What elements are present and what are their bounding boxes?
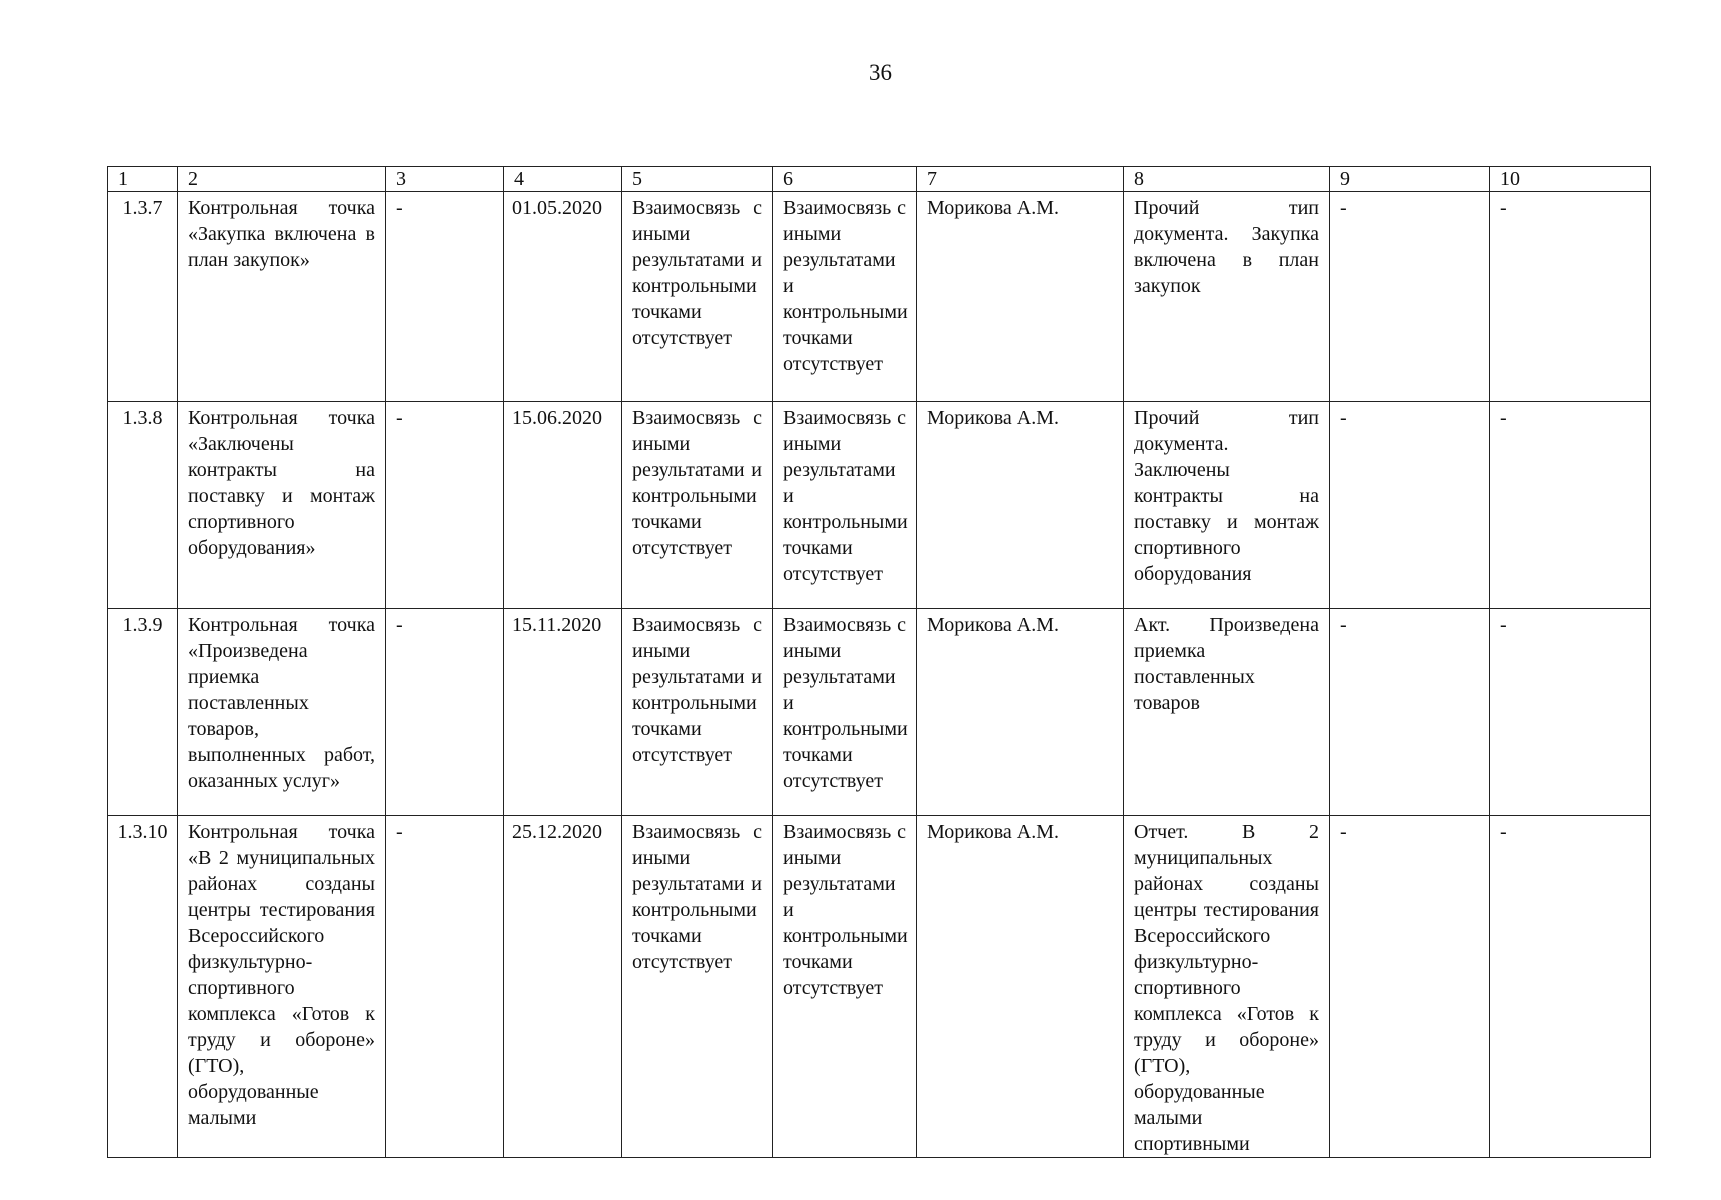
control-point-name: Контрольная точка «Произведена приемка поставленных товаров, выполненных работ, оказанных услуг» — [178, 609, 386, 816]
deadline-date: 15.11.2020 — [504, 609, 622, 816]
cell-col10: - — [1490, 609, 1651, 816]
cell-col10: - — [1490, 816, 1651, 1158]
relation-col5: Взаимосвязь с иными результатами и контрольными точками отсутствует — [622, 402, 773, 609]
deadline-date: 25.12.2020 — [504, 816, 622, 1158]
relation-col5: Взаимосвязь с иными результатами и контрольными точками отсутствует — [622, 609, 773, 816]
cell-col3: - — [386, 816, 504, 1158]
column-header: 7 — [917, 167, 1124, 192]
column-header: 5 — [622, 167, 773, 192]
responsible-person: Морикова А.М. — [917, 609, 1124, 816]
relation-col6: Взаимосвязь с иными результатами и контрольными точками отсутствует — [773, 192, 917, 402]
row-number: 1.3.9 — [108, 609, 178, 816]
control-point-name: Контрольная точка «В 2 муниципальных районах созданы центры тестирования Всероссийского физкультурно-спортивного комплекса «Готов к труду и обороне» (ГТО), оборудованные малыми — [178, 816, 386, 1158]
cell-col3: - — [386, 402, 504, 609]
relation-col5: Взаимосвязь с иными результатами и контрольными точками отсутствует — [622, 816, 773, 1158]
document-type: Акт. Произведена приемка поставленных товаров — [1124, 609, 1330, 816]
column-number-row — [108, 167, 1651, 192]
cell-col10: - — [1490, 192, 1651, 402]
page-number: 36 — [869, 60, 892, 85]
column-header: 3 — [386, 167, 504, 192]
cell-col3: - — [386, 609, 504, 816]
relation-col6: Взаимосвязь с иными результатами и контрольными точками отсутствует — [773, 816, 917, 1158]
cell-col3: - — [386, 192, 504, 402]
relation-col6: Взаимосвязь с иными результатами и контрольными точками отсутствует — [773, 402, 917, 609]
row-number: 1.3.10 — [108, 816, 178, 1158]
row-number: 1.3.7 — [108, 192, 178, 402]
row-number: 1.3.8 — [108, 402, 178, 609]
column-header: 1 — [108, 167, 178, 192]
cell-col9: - — [1330, 609, 1490, 816]
relation-col5: Взаимосвязь с иными результатами и контрольными точками отсутствует — [622, 192, 773, 402]
column-header: 6 — [773, 167, 917, 192]
column-header: 8 — [1124, 167, 1330, 192]
control-points-table — [107, 166, 1651, 1158]
deadline-date: 01.05.2020 — [504, 192, 622, 402]
control-point-name: Контрольная точка «Закупка включена в план закупок» — [178, 192, 386, 402]
cell-col9: - — [1330, 816, 1490, 1158]
column-header: 10 — [1490, 167, 1651, 192]
relation-col6: Взаимосвязь с иными результатами и контрольными точками отсутствует — [773, 609, 917, 816]
document-type: Прочий тип документа. Закупка включена в план закупок — [1124, 192, 1330, 402]
column-header: 9 — [1330, 167, 1490, 192]
column-header: 2 — [178, 167, 386, 192]
cell-col9: - — [1330, 192, 1490, 402]
control-point-name: Контрольная точка «Заключены контракты на поставку и монтаж спортивного оборудования» — [178, 402, 386, 609]
responsible-person: Морикова А.М. — [917, 192, 1124, 402]
cell-col10: - — [1490, 402, 1651, 609]
table-row — [108, 192, 1651, 402]
table-row — [108, 402, 1651, 609]
table-row — [108, 816, 1651, 1158]
document-type: Отчет. В 2 муниципальных районах созданы центры тестирования Всероссийского физкультурно-спортивного комплекса «Готов к труду и обороне» (ГТО), оборудованные малыми спортивными — [1124, 816, 1330, 1158]
document-type: Прочий тип документа. Заключены контракты на поставку и монтаж спортивного оборудования — [1124, 402, 1330, 609]
responsible-person: Морикова А.М. — [917, 402, 1124, 609]
cell-col9: - — [1330, 402, 1490, 609]
table-row — [108, 609, 1651, 816]
column-header: 4 — [504, 167, 622, 192]
responsible-person: Морикова А.М. — [917, 816, 1124, 1158]
deadline-date: 15.06.2020 — [504, 402, 622, 609]
